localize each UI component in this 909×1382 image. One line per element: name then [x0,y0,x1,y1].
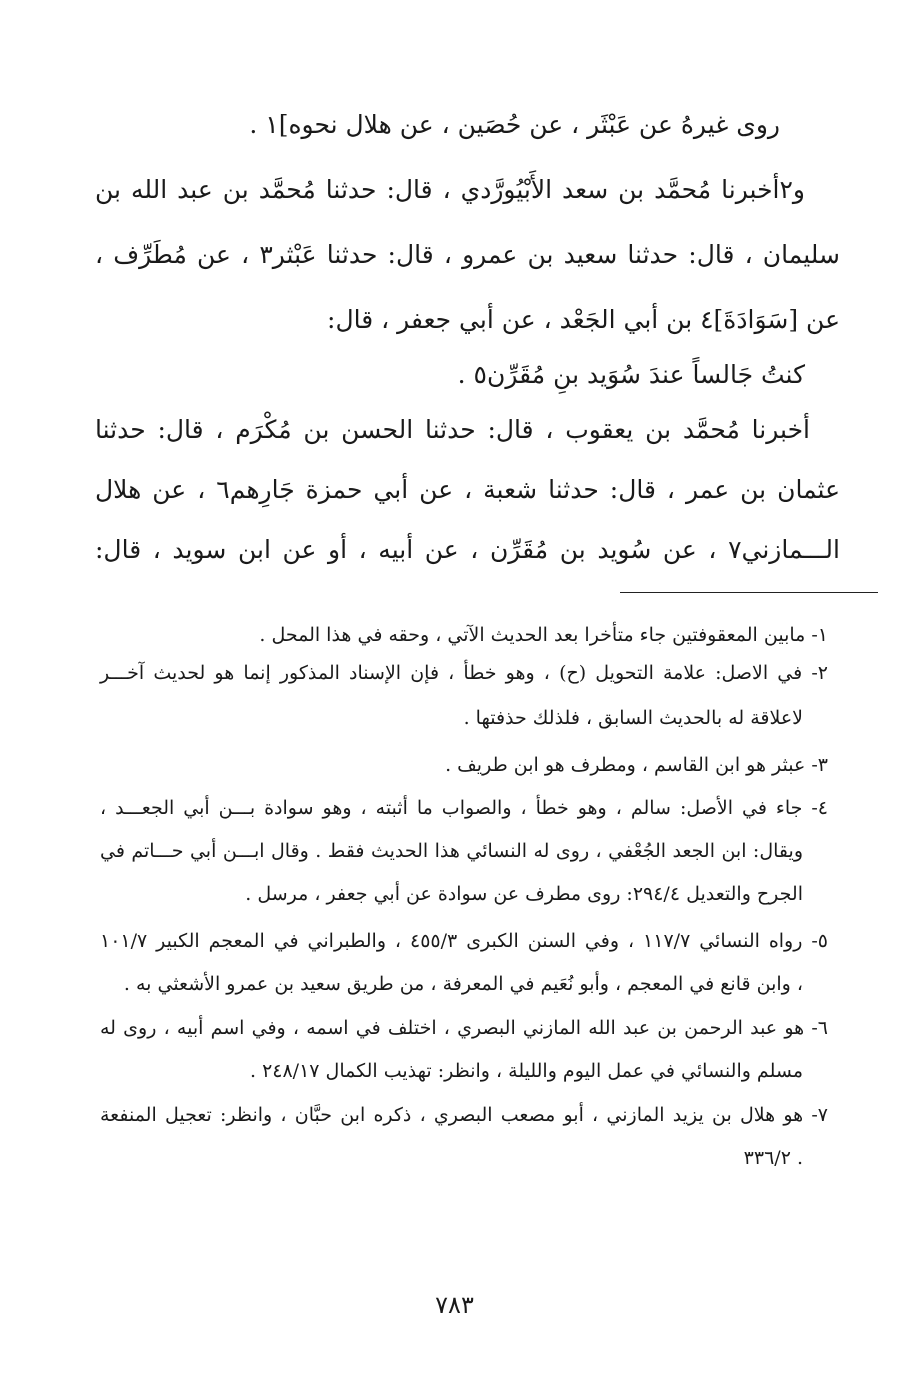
footnote-line: ويقال: ابن الجعد الجُعْفي ، روى له النسائي هذا الحديث فقط . وقال ابـــن أبي حـــاتم في [100,840,803,862]
main-text-line: عثمان بن عمر ، قال: حدثنا شعبة ، عن أبي حمزة جَارِهم٦ ، عن هلال [95,475,840,504]
footnote-line: ١- مابين المعقوفتين جاء متأخرا بعد الحديث الآتي ، وحقه في هذا المحل . [259,624,828,646]
main-text-line: الـــمازني٧ ، عن سُويد بن مُقَرِّن ، عن أبيه ، أو عن ابن سويد ، قال: [95,535,840,564]
footnote-line: ٣٣٦/٢ . [743,1147,803,1169]
footnote-line: ٦- هو عبد الرحمن بن عبد الله المازني البصري ، اختلف في اسمه ، وفي اسم أبيه ، روى له [100,1017,828,1039]
footnote-line: ٤- جاء في الأصل: سالم ، وهو خطأ ، والصواب ما أثبته ، وهو سوادة بـــن أبي الجعـــد ، [100,797,828,819]
footnote-line: ٧- هو هلال بن يزيد المازني ، أبو مصعب البصري ، ذكره ابن حبَّان ، وانظر: تعجيل المنفعة [100,1104,828,1126]
page-number: ٧٨٣ [435,1291,474,1319]
footnote-line: لاعلاقة له بالحديث السابق ، فلذلك حذفتها . [463,707,803,729]
footnote-line: ، وابن قانع في المعجم ، وأبو نُعَيم في المعرفة ، من طريق سعيد بن عمرو الأشعثي به . [123,973,803,995]
footnote-line: مسلم والنسائي في عمل اليوم والليلة ، وانظر: تهذيب الكمال ٢٤٨/١٧ . [249,1060,803,1082]
main-text-line: سليمان ، قال: حدثنا سعيد بن عمرو ، قال: حدثنا عَبْثر٣ ، عن مُطَرِّف ، [95,240,841,269]
footnote-line: ٢- في الاصل: علامة التحويل (ح) ، وهو خطأ ، فإن الإسناد المذكور إنما هو لحديث آخـــر [100,662,828,684]
main-text-line: عن [سَوَادَةَ]٤ بن أبي الجَعْد ، عن أبي جعفر ، قال: [327,305,840,334]
footnote-line: ٣- عبثر هو ابن القاسم ، ومطرف هو ابن طريف . [445,754,828,776]
footnote-separator [620,592,878,593]
main-text-line: أخبرنا مُحمَّد بن يعقوب ، قال: حدثنا الحسن بن مُكْرَم ، قال: حدثنا [95,415,810,444]
footnote-line: ٥- رواه النسائي ١١٧/٧ ، وفي السنن الكبرى ٤٥٥/٣ ، والطبراني في المعجم الكبير ١٠١/٧ [100,930,828,952]
main-text-line: و٢أخبرنا مُحمَّد بن سعد الأَبْيُورَّدي ، قال: حدثنا مُحمَّد بن عبد الله بن [95,175,805,204]
footnote-line: الجرح والتعديل ٢٩٤/٤: روى مطرف عن سوادة عن أبي جعفر ، مرسل . [245,883,803,905]
main-text-line: روى غيرهُ عن عَبْثَر ، عن حُصَين ، عن هلال نحوه]١ . [249,110,780,139]
main-text-line: كنتُ جَالساً عندَ سُوَيد بنِ مُقَرِّن٥ . [457,360,805,389]
